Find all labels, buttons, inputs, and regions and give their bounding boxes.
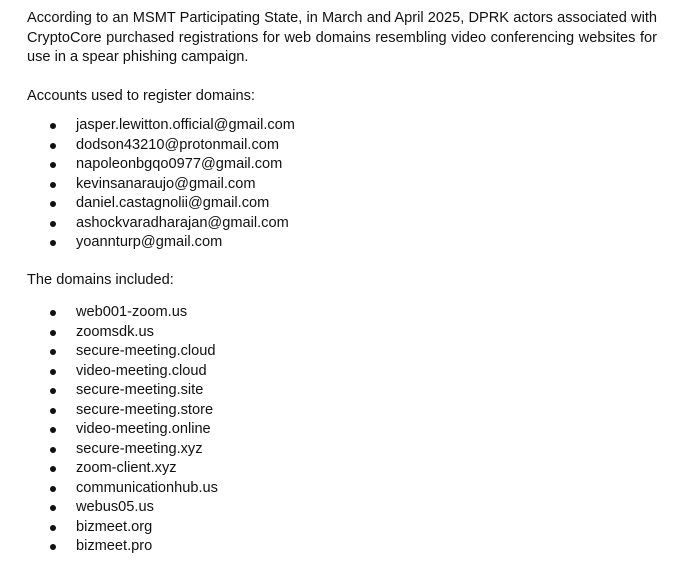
account-email: dodson43210@protonmail.com bbox=[76, 136, 280, 153]
bullet-icon bbox=[50, 525, 56, 531]
bullet-icon bbox=[50, 310, 56, 316]
domain-item bbox=[0, 303, 700, 323]
domain-item bbox=[0, 362, 700, 382]
bullet-icon bbox=[50, 544, 56, 550]
bullet-icon bbox=[50, 182, 56, 188]
intro-paragraph: According to an MSMT Participating State, in March and April 2025, DPRK actors associated with CryptoCore purchased registrations for web domains resembling video conferencing websites for use in a spear phishing campaign. bbox=[27, 10, 657, 65]
domain-name: secure-meeting.cloud bbox=[76, 343, 216, 359]
domain-item bbox=[0, 459, 700, 479]
account-email: yoannturp@gmail.com bbox=[76, 234, 223, 250]
bullet-icon bbox=[50, 349, 56, 355]
domains-heading: The domains included: bbox=[27, 272, 174, 288]
account-email: ashockvaradharajan@gmail.com bbox=[76, 214, 289, 231]
bullet-icon bbox=[50, 388, 56, 394]
domain-item bbox=[0, 479, 700, 499]
domain-name: secure-meeting.store bbox=[76, 401, 214, 418]
domain-item bbox=[0, 420, 700, 440]
account-item bbox=[0, 194, 700, 214]
account-item bbox=[0, 136, 700, 156]
account-email: kevinsanaraujo@gmail.com bbox=[76, 175, 256, 192]
domain-item bbox=[0, 440, 700, 460]
bullet-icon bbox=[50, 447, 56, 453]
bullet-icon bbox=[50, 123, 56, 129]
domain-name: video-meeting.online bbox=[76, 421, 211, 437]
domain-item bbox=[0, 537, 700, 557]
accounts-list bbox=[0, 116, 700, 253]
domain-item bbox=[0, 498, 700, 518]
domains-list bbox=[0, 303, 700, 557]
bullet-icon bbox=[50, 369, 56, 375]
domain-item bbox=[0, 518, 700, 538]
domain-item bbox=[0, 381, 700, 401]
domain-name: communicationhub.us bbox=[76, 479, 218, 496]
domain-name: zoomsdk.us bbox=[76, 323, 154, 340]
domain-name: bizmeet.pro bbox=[76, 538, 153, 554]
bullet-icon bbox=[50, 466, 56, 472]
account-item bbox=[0, 155, 700, 175]
domain-name: video-meeting.cloud bbox=[76, 362, 207, 379]
domain-item bbox=[0, 342, 700, 362]
bullet-icon bbox=[50, 162, 56, 168]
account-item bbox=[0, 214, 700, 234]
domain-name: secure-meeting.xyz bbox=[76, 440, 203, 457]
bullet-icon bbox=[50, 240, 56, 246]
accounts-heading: Accounts used to register domains: bbox=[27, 88, 255, 104]
bullet-icon bbox=[50, 221, 56, 227]
domain-name: bizmeet.org bbox=[76, 518, 153, 535]
account-item bbox=[0, 116, 700, 136]
domain-name: webus05.us bbox=[76, 499, 154, 515]
bullet-icon bbox=[50, 427, 56, 433]
account-email: jasper.lewitton.official@gmail.com bbox=[76, 117, 295, 133]
bullet-icon bbox=[50, 330, 56, 336]
domain-name: web001-zoom.us bbox=[76, 304, 188, 320]
bullet-icon bbox=[50, 201, 56, 207]
bullet-icon bbox=[50, 143, 56, 149]
bullet-icon bbox=[50, 505, 56, 511]
domain-name: secure-meeting.site bbox=[76, 382, 204, 398]
bullet-icon bbox=[50, 486, 56, 492]
account-item bbox=[0, 233, 700, 253]
account-email: napoleonbgqo0977@gmail.com bbox=[76, 156, 283, 172]
account-email: daniel.castagnolii@gmail.com bbox=[76, 195, 270, 211]
domain-item bbox=[0, 401, 700, 421]
account-item bbox=[0, 175, 700, 195]
domain-name: zoom-client.xyz bbox=[76, 460, 177, 476]
bullet-icon bbox=[50, 408, 56, 414]
domain-item bbox=[0, 323, 700, 343]
